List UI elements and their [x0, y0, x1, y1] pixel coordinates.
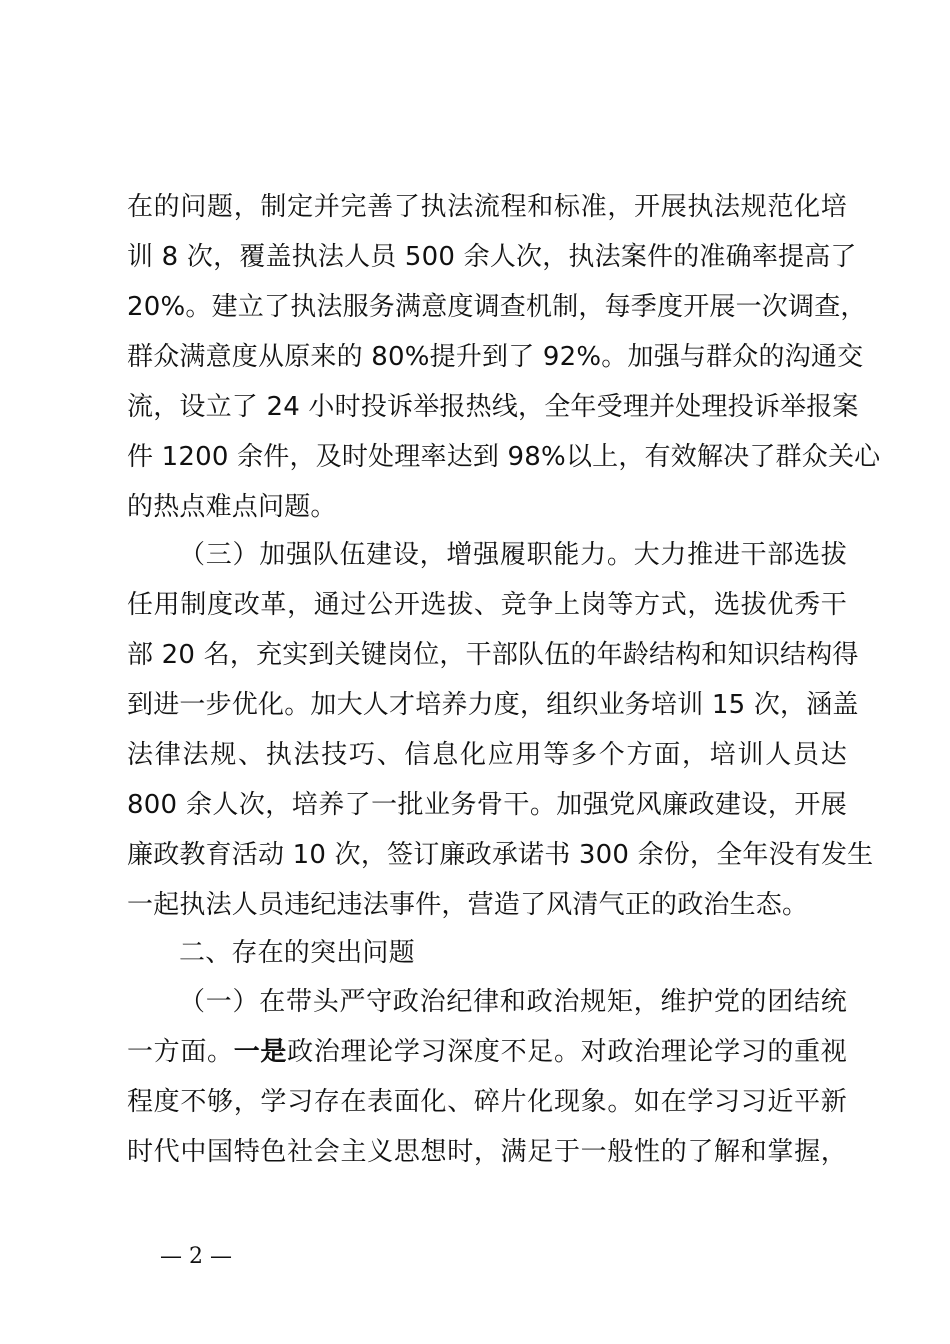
- paragraph-line: [127, 1027, 847, 1077]
- paragraph-line: （三）加强队伍建设，增强履职能力。大力推进干部选拔: [179, 540, 847, 570]
- bold-lead: 一是: [233, 1037, 288, 1067]
- paragraph-line: 时代中国特色社会主义思想时，满足于一般性的了解和掌握，: [127, 1137, 847, 1167]
- paragraph-line: 件 1200 余件，及时处理率达到 98%以上，有效解决了群众关心: [127, 442, 881, 472]
- section-heading: 二、存在的突出问题: [179, 938, 415, 968]
- paragraph-line: 800 余人次，培养了一批业务骨干。加强党风廉政建设，开展: [127, 790, 847, 820]
- paragraph-line-rest: 政治理论学习深度不足。对政治理论学习的重视: [287, 1037, 848, 1067]
- paragraph-line: 群众满意度从原来的 80%提升到了 92%。加强与群众的沟通交: [127, 342, 864, 372]
- paragraph-line: 的热点难点问题。: [127, 492, 337, 522]
- paragraph-line-start: 一方面。: [127, 1037, 234, 1067]
- page-number: — 2 —: [160, 1244, 232, 1269]
- paragraph-line: 法律法规、执法技巧、信息化应用等多个方面，培训人员达: [127, 740, 847, 770]
- paragraph-line: 在的问题，制定并完善了执法流程和标准，开展执法规范化培: [127, 192, 847, 222]
- paragraph-line: 任用制度改革，通过公开选拔、竞争上岗等方式，选拔优秀干: [127, 590, 847, 620]
- paragraph-line: 一起执法人员违纪违法事件，营造了风清气正的政治生态。: [127, 890, 809, 920]
- paragraph-line: 部 20 名，充实到关键岗位，干部队伍的年龄结构和知识结构得: [127, 640, 859, 670]
- paragraph-line: 训 8 次，覆盖执法人员 500 余人次，执法案件的准确率提高了: [127, 242, 857, 272]
- paragraph-line: 廉政教育活动 10 次，签订廉政承诺书 300 余份，全年没有发生: [127, 840, 874, 870]
- paragraph-line: 程度不够，学习存在表面化、碎片化现象。如在学习习近平新: [127, 1087, 847, 1117]
- paragraph-line: （一）在带头严守政治纪律和政治规矩，维护党的团结统: [179, 987, 847, 1017]
- paragraph-line: 到进一步优化。加大人才培养力度，组织业务培训 15 次，涵盖: [127, 690, 859, 720]
- paragraph-line: 20%。建立了执法服务满意度调查机制，每季度开展一次调查，: [127, 292, 867, 322]
- paragraph-line: 流，设立了 24 小时投诉举报热线，全年受理并处理投诉举报案: [127, 392, 859, 422]
